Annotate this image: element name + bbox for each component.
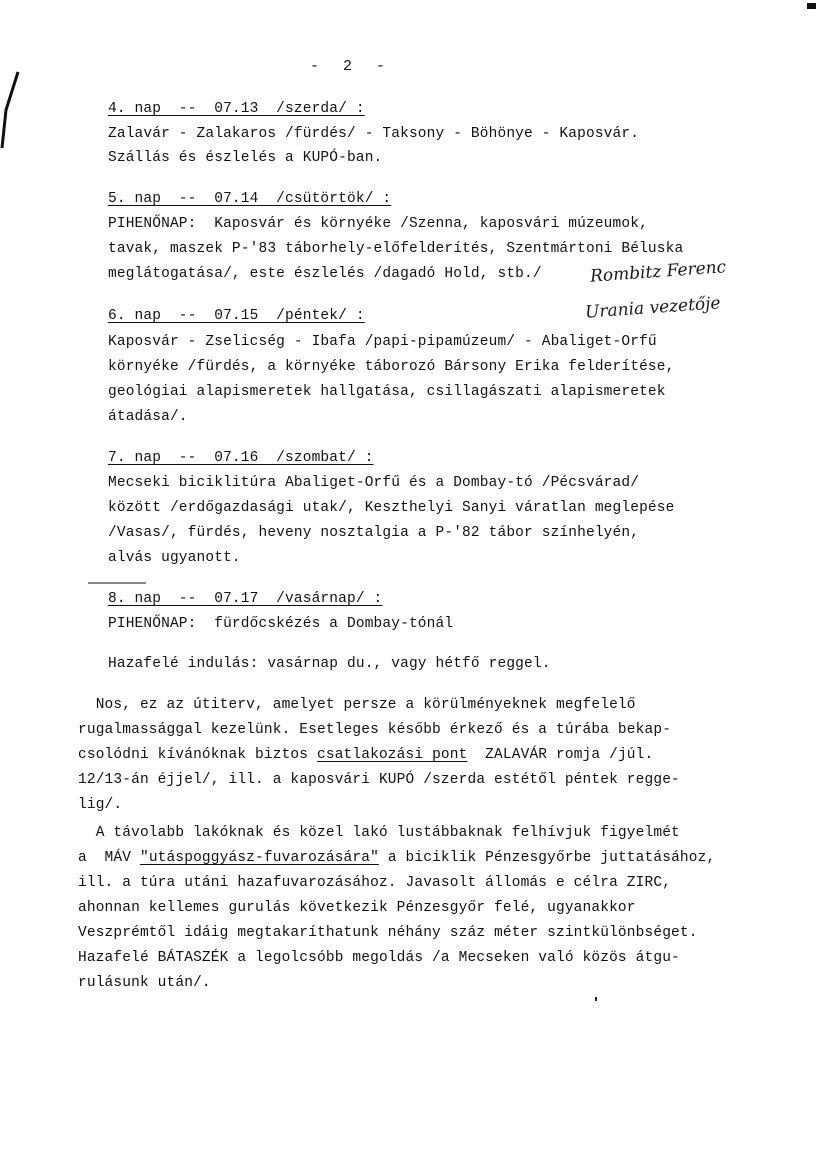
- day-5-line-2: tavak, maszek P-'83 táborhely-előfelderítés, Szentmártoni Béluska: [108, 241, 684, 257]
- paragraph-1-line-1: Nos, ez az útiterv, amelyet persze a körülményeknek megfelelő: [78, 697, 636, 713]
- page-number: - 2 -: [310, 58, 388, 75]
- day-5-heading: 5. nap -- 07.14 /csütörtök/ :: [108, 191, 392, 207]
- paragraph-2-line-2: [78, 846, 715, 871]
- ink-speck: [594, 996, 598, 1002]
- paragraph-2-line-2-end: a biciklik Pénzesgyőrbe juttatásához,: [378, 850, 716, 866]
- day-5-line-1: PIHENŐNAP: Kaposvár és környéke /Szenna, kaposvári múzeumok,: [108, 216, 648, 232]
- paragraph-2-line-4: ahonnan kellemes gurulás következik Pénzesgyőr felé, ugyanakkor: [78, 900, 636, 916]
- paragraph-2-line-1: A távolabb lakóknak és közel lakó lustábbaknak felhívjuk figyelmét: [78, 825, 680, 841]
- horizontal-rule: [88, 581, 148, 585]
- day-5-line-3: meglátogatása/, este észlelés /dagadó Hold, stb./: [108, 266, 542, 282]
- paragraph-2-line-2-start: a MÁV: [78, 850, 140, 866]
- paragraph-2-line-3: ill. a túra utáni hazafuvarozásához. Javasolt állomás e célra ZIRC,: [78, 875, 672, 891]
- paragraph-1-line-4: 12/13-án éjjel/, ill. a kaposvári KUPÓ /szerda estétől péntek regge-: [78, 772, 680, 788]
- day-4-heading: 4. nap -- 07.13 /szerda/ :: [108, 101, 365, 117]
- day-8-line-1: PIHENŐNAP: fürdőcskézés a Dombay-tónál: [108, 616, 454, 632]
- day-7-line-2: között /erdőgazdasági utak/, Keszthelyi Sanyi váratlan meglepése: [108, 500, 675, 516]
- luggage-transport-text: "utáspoggyász-fuvarozására": [139, 850, 379, 866]
- paragraph-2-line-5: Veszprémtől idáig megtakaríthatunk néhány száz méter szintkülönbséget.: [78, 925, 698, 941]
- day-7-line-4: alvás ugyanott.: [108, 550, 241, 566]
- day-6-line-2: környéke /fürdés, a környéke táborozó Bársony Erika felderítése,: [108, 359, 675, 375]
- day-8-heading: 8. nap -- 07.17 /vasárnap/ :: [108, 591, 383, 607]
- handwritten-name: Rombitz Ferenc: [589, 257, 727, 287]
- day-6-line-4: átadása/.: [108, 409, 188, 425]
- paragraph-1-line-5: lig/.: [78, 797, 123, 813]
- day-4-line-2: Szállás és észlelés a KUPÓ-ban.: [108, 150, 383, 166]
- paragraph-2-line-7: rulásunk után/.: [78, 975, 211, 991]
- day-7-line-3: /Vasas/, fürdés, heveny nosztalgia a P-'82 tábor színhelyén,: [108, 525, 640, 541]
- day-6-heading: 6. nap -- 07.15 /péntek/ :: [108, 308, 365, 324]
- paragraph-1-line-3-start: csolódni kívánóknak biztos: [78, 747, 317, 763]
- handwritten-title: Urania vezetője: [584, 293, 722, 323]
- connection-point-text: csatlakozási pont: [317, 747, 468, 763]
- departure-line: Hazafelé indulás: vasárnap du., vagy hétfő reggel.: [108, 656, 551, 672]
- paragraph-1-line-3-end: ZALAVÁR romja /júl.: [467, 747, 654, 763]
- paragraph-1-line-2: rugalmassággal kezelünk. Esetleges később érkező és a túrába bekap-: [78, 722, 672, 738]
- paragraph-1-line-3: [78, 743, 653, 768]
- scan-corner-mark: [806, 2, 818, 12]
- day-7-line-1: Mecseki biciklitúra Abaliget-Orfű és a Dombay-tó /Pécsvárad/: [108, 475, 640, 491]
- paragraph-2-line-6: Hazafelé BÁTASZÉK a legolcsóbb megoldás /a Mecseken való közös átgu-: [78, 950, 680, 966]
- day-6-line-3: geológiai alapismeretek hallgatása, csillagászati alapismeretek: [108, 384, 666, 400]
- day-4-line-1: Zalavár - Zalakaros /fürdés/ - Taksony - Böhönye - Kaposvár.: [108, 126, 640, 142]
- scan-edge-mark: [0, 70, 20, 150]
- day-7-heading: 7. nap -- 07.16 /szombat/ :: [108, 450, 374, 466]
- day-6-line-1: Kaposvár - Zselicség - Ibafa /papi-pipamúzeum/ - Abaliget-Orfű: [108, 334, 657, 350]
